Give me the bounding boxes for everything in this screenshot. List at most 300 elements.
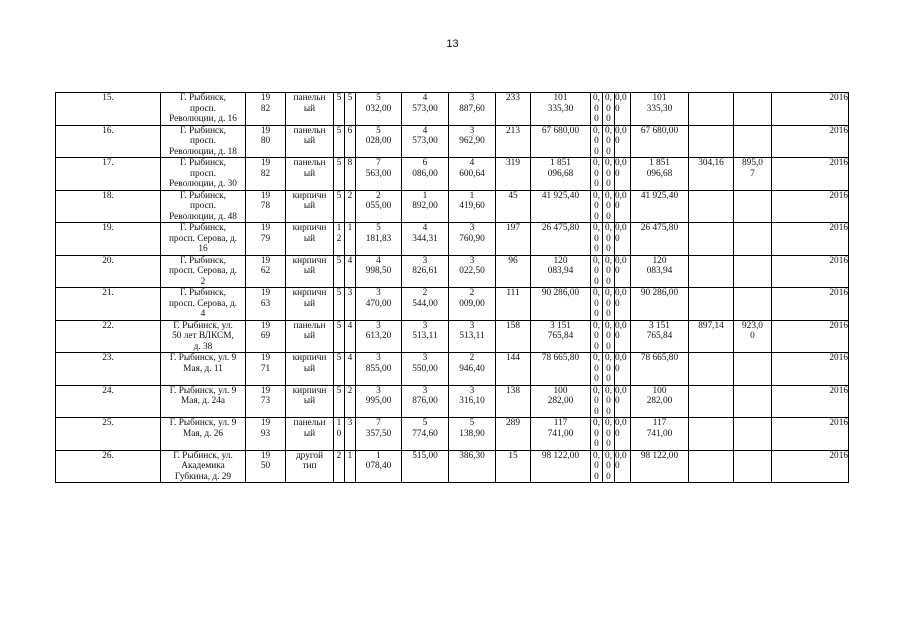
value-cell-line: 0 [606, 363, 611, 374]
value-cell [603, 385, 615, 418]
address-cell-line: Г. Рыбинск, [179, 223, 227, 233]
floors-cell [334, 320, 345, 353]
value-cell [603, 255, 615, 288]
extra-cost-cell [689, 223, 734, 256]
row-number: 17. [56, 158, 161, 191]
living-area-cell [402, 255, 449, 288]
residents-cell [496, 125, 531, 158]
value-cell-line: 0 [606, 114, 611, 124]
value-cell-line: 0 [606, 146, 611, 157]
residents-cell-line: 144 [506, 353, 520, 363]
living-area-cell-line: 876,00 [412, 396, 438, 406]
owned-area-cell-line: 2 [469, 288, 475, 298]
value-cell-line: 0, [605, 190, 612, 201]
extra-value-cell [734, 190, 772, 223]
total-area-cell [356, 223, 402, 256]
floors-cell [334, 385, 345, 418]
year-built-cell [246, 223, 286, 256]
extra-cost-cell [689, 190, 734, 223]
value-cell [603, 158, 615, 191]
owned-area-cell-line: 760,90 [459, 233, 485, 244]
living-area-cell-line: 4 [422, 223, 428, 233]
wall-material-cell [286, 418, 334, 451]
living-area-cell-line: 826,61 [412, 266, 438, 276]
deadline-year-cell: 2016 [772, 320, 849, 353]
deadline-year-cell: 2016 [772, 158, 849, 191]
total-cost-cell-line: 083,94 [646, 266, 673, 276]
entrances-cell [345, 288, 356, 321]
value-cell-line: 0 [606, 201, 611, 211]
year-built-cell-line: 69 [260, 331, 271, 341]
owned-area-cell-line: 3 [469, 385, 475, 396]
floors-cell-line: 1 [336, 418, 342, 428]
address-cell-line: просп. Серова, д. [168, 298, 238, 309]
living-area-cell-line: 573,00 [412, 103, 438, 114]
value-cell [603, 353, 615, 386]
total-area-cell-line: 3 [376, 353, 381, 363]
value-cell-line: 0, [593, 158, 600, 168]
address-cell [161, 125, 246, 158]
wall-material-cell-line: ый [303, 363, 316, 374]
total-cost-cell [631, 418, 689, 451]
table-row [56, 320, 849, 353]
cost-cell-line: 1 851 [550, 158, 571, 168]
residents-cell-line: 233 [506, 93, 520, 103]
owned-area-cell-line: 962,90 [459, 136, 485, 146]
extra-cost-cell [689, 288, 734, 321]
floors-cell-line: 5 [336, 125, 342, 136]
value-cell-line: 0 [615, 136, 620, 146]
year-built-cell-line: 50 [260, 461, 271, 471]
living-area-cell [402, 223, 449, 256]
table-row [56, 223, 849, 256]
total-area-cell-line: 055,00 [365, 201, 392, 211]
total-area-cell-line: 181,83 [365, 233, 392, 244]
owned-area-cell-line: 4 [469, 158, 475, 168]
residents-cell-line: 197 [506, 223, 520, 233]
year-built-cell [246, 450, 286, 483]
value-cell [615, 93, 631, 126]
living-area-cell-line: 2 [422, 288, 428, 298]
year-built-cell-line: 71 [260, 363, 271, 374]
value-cell-line: 0 [594, 298, 599, 309]
extra-value-cell [734, 288, 772, 321]
extra-value-cell [734, 125, 772, 158]
value-cell-line: 0,0 [615, 385, 627, 396]
address-cell-line: просп. [190, 103, 216, 114]
value-cell-line: 0 [606, 309, 611, 319]
total-area-cell-line: 1 [376, 450, 381, 461]
address-cell [161, 255, 246, 288]
extra-cost-cell [689, 125, 734, 158]
owned-area-cell [449, 190, 496, 223]
cost-cell-line: 282,00 [547, 396, 574, 406]
value-cell-line: 0,0 [615, 158, 627, 168]
entrances-cell [345, 93, 356, 126]
year-built-cell-line: 19 [260, 93, 271, 103]
owned-area-cell [449, 320, 496, 353]
residents-cell [496, 190, 531, 223]
total-area-cell-line: 563,00 [365, 168, 392, 179]
living-area-cell [402, 385, 449, 418]
cost-cell [531, 320, 591, 353]
owned-area-cell-line: 946,40 [459, 363, 485, 374]
total-area-cell-line: 032,00 [365, 103, 392, 114]
deadline-year-cell: 2016 [772, 450, 849, 483]
floors-cell [334, 255, 345, 288]
value-cell-line: 0,0 [615, 418, 627, 428]
entrances-cell-line: 4 [347, 320, 353, 331]
extra-cost-cell [689, 255, 734, 288]
address-cell-line: 4 [200, 309, 206, 319]
wall-material-cell-line: ый [303, 396, 316, 406]
value-cell-line: 0, [605, 450, 612, 461]
value-cell-line: 0,0 [615, 190, 627, 201]
wall-material-cell [286, 223, 334, 256]
total-area-cell-line: 855,00 [365, 363, 392, 374]
address-cell [161, 158, 246, 191]
residents-cell-line: 96 [508, 255, 518, 266]
page-number: 13 [446, 38, 459, 50]
cost-cell [531, 450, 591, 483]
value-cell-line: 0, [593, 320, 600, 331]
year-built-cell-line: 79 [260, 233, 271, 244]
extra-value-cell [734, 223, 772, 256]
cost-cell-line: 101 [553, 93, 568, 103]
year-built-cell [246, 255, 286, 288]
residents-cell-line: 158 [506, 320, 520, 331]
owned-area-cell-line: 022,50 [459, 266, 485, 276]
value-cell-line: 0,0 [615, 93, 627, 103]
total-area-cell [356, 320, 402, 353]
cost-cell [531, 93, 591, 126]
extra-value-cell [734, 158, 772, 191]
total-cost-cell [631, 93, 689, 126]
floors-cell-line: 2 [336, 233, 342, 244]
year-built-cell-line: 62 [260, 266, 271, 276]
address-cell [161, 190, 246, 223]
deadline-year-cell: 2016 [772, 385, 849, 418]
value-cell-line: 0 [594, 341, 599, 352]
floors-cell-line: 5 [336, 353, 342, 363]
floors-cell [334, 158, 345, 191]
living-area-cell-line: 5 [422, 418, 428, 428]
entrances-cell [345, 158, 356, 191]
cost-cell-line: 3 151 [550, 320, 571, 331]
row-number: 20. [56, 255, 161, 288]
cost-cell [531, 158, 591, 191]
living-area-cell [402, 125, 449, 158]
living-area-cell-line: 3 [422, 255, 428, 266]
entrances-cell-line: 1 [347, 223, 353, 233]
value-cell-line: 0 [615, 363, 620, 374]
value-cell [591, 353, 603, 386]
value-cell-line: 0 [606, 461, 611, 471]
floors-cell-line: 5 [336, 255, 342, 266]
value-cell-line: 0, [605, 125, 612, 136]
floors-cell-line: 2 [336, 450, 342, 461]
year-built-cell [246, 288, 286, 321]
address-cell-line: Г. Рыбинск, ул. 9 [169, 385, 237, 396]
value-cell-line: 0 [606, 266, 611, 276]
residents-cell [496, 385, 531, 418]
total-area-cell-line: 470,00 [365, 298, 392, 309]
owned-area-cell-line: 513,11 [459, 331, 485, 341]
floors-cell-line: 5 [336, 190, 342, 201]
owned-area-cell-line: 600,64 [459, 168, 485, 179]
total-area-cell-line: 2 [376, 190, 381, 201]
year-built-cell-line: 73 [260, 396, 271, 406]
address-cell-line: Г. Рыбинск, [179, 255, 227, 266]
total-area-cell [356, 288, 402, 321]
owned-area-cell-line: 887,60 [459, 103, 485, 114]
value-cell-line: 0 [606, 103, 611, 114]
table-row [56, 385, 849, 418]
address-cell-line: просп. [190, 168, 216, 179]
wall-material-cell [286, 353, 334, 386]
year-built-cell-line: 19 [260, 190, 271, 201]
cost-cell-line: 41 925,40 [541, 190, 580, 201]
value-cell-line: 0 [594, 406, 599, 417]
wall-material-cell [286, 190, 334, 223]
value-cell-line: 0 [594, 266, 599, 276]
address-cell-line: Г. Рыбинск, ул. [173, 450, 233, 461]
total-cost-cell [631, 450, 689, 483]
value-cell-line: 0 [615, 396, 620, 406]
extra-cost-cell [689, 385, 734, 418]
total-cost-cell-line: 67 680,00 [640, 125, 679, 136]
total-cost-cell-line: 90 286,00 [640, 288, 679, 298]
value-cell-line: 0, [605, 288, 612, 298]
value-cell [603, 125, 615, 158]
value-cell-line: 0, [605, 353, 612, 363]
value-cell-line: 0, [593, 223, 600, 233]
extra-value-cell-line: 895,0 [742, 158, 763, 168]
residents-cell-line: 111 [506, 288, 520, 298]
living-area-cell-line: 4 [422, 125, 428, 136]
deadline-year-cell: 2016 [772, 190, 849, 223]
value-cell-line: 0 [606, 233, 611, 244]
value-cell [615, 450, 631, 483]
address-cell [161, 93, 246, 126]
row-number: 16. [56, 125, 161, 158]
row-number: 19. [56, 223, 161, 256]
year-built-cell-line: 78 [260, 201, 271, 211]
floors-cell-line: 0 [336, 428, 342, 439]
value-cell [591, 223, 603, 256]
living-area-cell-line: 550,00 [412, 363, 438, 374]
total-area-cell-line: 5 [376, 93, 381, 103]
residents-cell-line: 319 [506, 158, 520, 168]
address-cell [161, 418, 246, 451]
floors-cell [334, 125, 345, 158]
value-cell-line: 0 [594, 114, 599, 124]
year-built-cell-line: 82 [260, 103, 271, 114]
entrances-cell [345, 255, 356, 288]
address-cell-line: Революции, д. 16 [169, 114, 237, 124]
total-cost-cell-line: 3 151 [649, 320, 670, 331]
total-area-cell-line: 3 [376, 288, 381, 298]
wall-material-cell [286, 288, 334, 321]
total-area-cell-line: 3 [376, 320, 381, 331]
year-built-cell [246, 320, 286, 353]
total-area-cell-line: 5 [376, 223, 381, 233]
entrances-cell-line: 8 [347, 158, 353, 168]
total-cost-cell-line: 765,84 [646, 331, 673, 341]
row-number: 24. [56, 385, 161, 418]
total-cost-cell [631, 190, 689, 223]
year-built-cell [246, 190, 286, 223]
cost-cell-line: 26 475,80 [541, 223, 580, 233]
deadline-year-cell: 2016 [772, 93, 849, 126]
wall-material-cell-line: кирпичн [292, 255, 327, 266]
floors-cell-line: 5 [336, 288, 342, 298]
residents-cell-line: 138 [506, 385, 520, 396]
total-area-cell-line: 5 [376, 125, 381, 136]
living-area-cell-line: 544,00 [412, 298, 438, 309]
table-row [56, 450, 849, 483]
entrances-cell [345, 385, 356, 418]
address-cell-line: 2 [200, 276, 206, 287]
total-area-cell-line: 995,00 [365, 396, 392, 406]
living-area-cell-line: 513,11 [412, 331, 438, 341]
extra-cost-cell [689, 158, 734, 191]
year-built-cell-line: 19 [260, 353, 271, 363]
address-cell-line: 16 [198, 244, 208, 254]
value-cell-line: 0 [594, 396, 599, 406]
year-built-cell-line: 19 [260, 288, 271, 298]
living-area-cell-line: 573,00 [412, 136, 438, 146]
cost-cell-line: 90 286,00 [541, 288, 580, 298]
address-cell [161, 288, 246, 321]
table-row [56, 353, 849, 386]
address-cell [161, 320, 246, 353]
value-cell-line: 0, [593, 288, 600, 298]
cost-cell-line: 67 680,00 [541, 125, 580, 136]
deadline-year-cell: 2016 [772, 125, 849, 158]
entrances-cell-line: 4 [347, 353, 353, 363]
total-cost-cell-line: 741,00 [646, 428, 673, 439]
year-built-cell-line: 19 [260, 320, 271, 331]
address-cell-line: Г. Рыбинск, [179, 190, 227, 201]
owned-area-cell-line: 3 [469, 93, 475, 103]
owned-area-cell-line: 1 [469, 190, 475, 201]
wall-material-cell [286, 125, 334, 158]
owned-area-cell [449, 385, 496, 418]
value-cell [591, 418, 603, 451]
address-cell-line: просп. [190, 136, 216, 146]
value-cell [615, 385, 631, 418]
residents-cell [496, 353, 531, 386]
wall-material-cell [286, 450, 334, 483]
wall-material-cell-line: панельн [293, 158, 326, 168]
value-cell [615, 158, 631, 191]
value-cell-line: 0,0 [615, 255, 627, 266]
extra-value-cell-line: 0 [750, 331, 755, 341]
entrances-cell-line: 6 [347, 125, 353, 136]
wall-material-cell-line: кирпичн [292, 223, 327, 233]
extra-value-cell [734, 353, 772, 386]
value-cell [603, 93, 615, 126]
cost-cell-line: 083,94 [547, 266, 574, 276]
residents-cell [496, 320, 531, 353]
wall-material-cell [286, 320, 334, 353]
value-cell-line: 0 [615, 298, 620, 309]
wall-material-cell-line: другой [295, 450, 324, 461]
value-cell-line: 0 [615, 233, 620, 244]
value-cell-line: 0 [594, 471, 599, 482]
wall-material-cell [286, 385, 334, 418]
living-area-cell-line: 4 [422, 93, 428, 103]
address-cell-line: Мая, д. 11 [183, 363, 223, 374]
total-area-cell [356, 158, 402, 191]
deadline-year-cell: 2016 [772, 288, 849, 321]
entrances-cell [345, 450, 356, 483]
value-cell-line: 0 [594, 461, 599, 471]
row-number: 26. [56, 450, 161, 483]
cost-cell-line: 765,84 [547, 331, 574, 341]
extra-value-cell [734, 385, 772, 418]
buildings-table [55, 92, 849, 483]
value-cell-line: 0, [593, 255, 600, 266]
year-built-cell-line: 19 [260, 385, 271, 396]
living-area-cell-line: 344,31 [412, 233, 438, 244]
year-built-cell [246, 158, 286, 191]
extra-cost-cell [689, 93, 734, 126]
wall-material-cell-line: ый [303, 233, 316, 244]
owned-area-cell [449, 125, 496, 158]
value-cell-line: 0 [594, 201, 599, 211]
value-cell-line: 0 [606, 341, 611, 352]
entrances-cell-line: 3 [347, 418, 353, 428]
row-number: 18. [56, 190, 161, 223]
owned-area-cell-line: 3 [469, 223, 475, 233]
owned-area-cell-line: 2 [469, 353, 475, 363]
extra-value-cell [734, 255, 772, 288]
value-cell-line: 0,0 [615, 125, 627, 136]
extra-value-cell [734, 418, 772, 451]
deadline-year-cell: 2016 [772, 353, 849, 386]
value-cell-line: 0, [605, 223, 612, 233]
cost-cell [531, 125, 591, 158]
year-built-cell-line: 19 [260, 125, 271, 136]
living-area-cell-line: 6 [422, 158, 428, 168]
residents-cell-line: 45 [508, 190, 518, 201]
value-cell [615, 125, 631, 158]
wall-material-cell-line: ый [303, 201, 316, 211]
address-cell-line: Революции, д. 48 [169, 211, 237, 222]
total-area-cell-line: 3 [376, 385, 381, 396]
living-area-cell [402, 418, 449, 451]
value-cell-line: 0 [615, 266, 620, 276]
address-cell [161, 223, 246, 256]
wall-material-cell-line: панельн [293, 418, 326, 428]
row-number: 15. [56, 93, 161, 126]
year-built-cell [246, 353, 286, 386]
value-cell-line: 0 [594, 103, 599, 114]
wall-material-cell-line: кирпичн [292, 288, 327, 298]
living-area-cell-line: 1 [422, 190, 428, 201]
value-cell-line: 0 [606, 276, 611, 287]
owned-area-cell [449, 450, 496, 483]
value-cell-line: 0,0 [615, 450, 627, 461]
value-cell [603, 450, 615, 483]
value-cell [603, 223, 615, 256]
entrances-cell-line: 2 [347, 385, 353, 396]
owned-area-cell [449, 158, 496, 191]
wall-material-cell [286, 93, 334, 126]
cost-cell [531, 418, 591, 451]
